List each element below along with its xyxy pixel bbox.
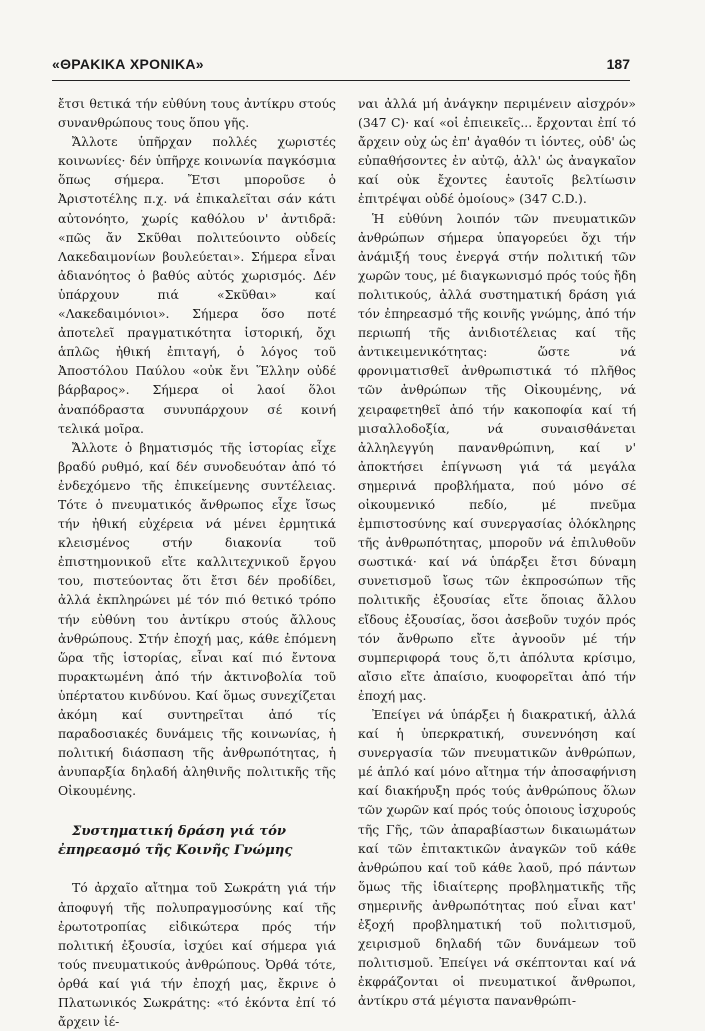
- paragraph: Τό ἀρχαῖο αἴτημα τοῦ Σωκράτη γιά τήν ἀποφυγή τῆς πολυπραγμοσύνης καί τῆς ἐρωτοτροπίας εἰδικώτερα πρός τήν πολιτική ἐξουσία, ἰσχύει καί σήμερα γιά τούς πνευματικούς ἀνθρώπους. Ὀρθά τότε, ὀρθά καί γιά τήν ἐποχή μας, ἔκρινε ὁ Πλατωνικός Σωκράτης: «τό ἑκόντα ἐπί τό ἄρχειν ἰέ-: [58, 880, 336, 1030]
- left-column: [58, 94, 336, 1030]
- paragraph: ἔτσι θετικά τήν εὐθύνη τους ἀντίκρυ στούς συνανθρώπους τους ὅπου γῆς.: [58, 96, 336, 131]
- paragraph: Ἄλλοτε ὑπῆρχαν πολλές χωριστές κοινωνίες· δέν ὑπῆρχε κοινωνία παγκόσμια ὅπως σήμερα. Ἔτσι μποροῦσε ὁ Ἀριστοτέλης π.χ. νά ἐπικαλεῖται σάν κάτι αὐτονόητο, χωρίς καθόλου ν' ἀντιδρᾶ: «πῶς ἄν Σκῦθαι πολιτεύοιντο οὐδείς Λακεδαιμονίων βουλεύεται». Σήμερα εἶναι ἀδιανόητος ὁ βαθύς αὐτός χωρισμός. Δέν ὑπάρχουν πιά «Σκῦθαι» καί «Λακεδαιμόνιοι». Σήμερα ὅσο ποτέ ἀποτελεῖ πραγματικότητα ἱστορική, ὄχι ἁπλῶς ἠθική ἐπιταγή, ὁ λόγος τοῦ Ἀποστόλου Παύλου «οὐκ ἔνι Ἕλλην οὐδέ βάρβαρος». Σήμερα οἱ λαοί ὅλοι ἀναπόδραστα συνυπάρχουν σέ κοινή τελικά μοῖρα.: [58, 134, 336, 436]
- journal-title: «ΘΡΑΚΙΚΑ ΧΡΟΝΙΚΑ»: [52, 56, 204, 72]
- header-rule: [52, 80, 630, 81]
- paragraph: Ἄλλοτε ὁ βηματισμός τῆς ἱστορίας εἶχε βραδύ ρυθμό, καί δέν συνοδευόταν ἀπό τό ἐνδεχόμενο τῆς ἐπικείμενης συντέλειας. Τότε ὁ πνευματικός ἄνθρωπος εἶχε ἴσως τήν ἠθική εὐχέρεια νά μένει ἐρμητικά κλεισμένος στήν διακονία τοῦ ἐπιστημονικοῦ εἴτε καλλιτεχνικοῦ ἔργου του, πιστεύοντας ὅτι ἔτσι δέν προδίδει, ἀλλά ἐκπληρώνει μέ τόν πιό θετικό τρόπο τήν εὐθύνη του ἀντίκρυ στούς ἄλλους ἀνθρώπους. Στήν ἐποχή μας, κάθε ἐπόμενη ὥρα τῆς ἱστορίας, εἶναι καί πιό ἔντονα πυρακτωμένη ἀπό τήν ἀκτινοβολία τοῦ ὑπέρτατου κινδύνου. Καί ὅμως συνεχίζεται ἀκόμη καί συντηρεῖται ἀπό τίς παραδοσιακές δυνάμεις τῆς κοινωνίας, ἡ πολιτική διάσπαση τῆς ἀνθρωπότητας, ἡ ἀνυπαρξία δηλαδή ἀληθινῆς πολιτικῆς τῆς Οἰκουμένης.: [58, 439, 336, 799]
- paragraph: Ἡ εὐθύνη λοιπόν τῶν πνευματικῶν ἀνθρώπων σήμερα ὑπαγορεύει ὄχι τήν ἀνάμιξή τους ἐνεργά στήν πολιτική τῶν χωρῶν τους, μέ διαγκωνισμό πρός τούς ἤδη πολιτικούς, ἀλλά συστηματική δράση γιά τόν ἐπηρεασμό τῆς κοινῆς γνώμης, ἀπό τήν περιωπή τῆς ἀνιδιοτέλειας καί τῆς ἀντικειμενικότητας: ὥστε νά φρονιματισθεῖ ἀνθρωπιστικά τό πλῆθος τῶν ἀνθρώπων τῆς Οἰκουμένης, νά χειραφετηθεῖ ἀπό τήν κακοποφία καί τή μισαλλοδοξία, νά συναισθάνεται ἀλληλεγγύη πανανθρώπινη, καί ν' ἀποκτήσει ἐπίγνωση γιά τά μεγάλα σημερινά προβλήματα, πού μόνο σέ οἰκουμενικό πεδίο, μέ πνεῦμα ἐμπιστοσύνης καί συνεργασίας ὁλόκληρης τῆς ἀνθρωπότητας, μποροῦν νά ἐπιλυθοῦν σωστικά· καί νά ὑπάρξει ἔτσι δύναμη συνετισμοῦ ἴσως τῶν ἐκπροσώπων τῆς πολιτικῆς ἐξουσίας εἴτε ὅποιας ἄλλου εἴδους ἐξουσίας, ὅσοι ἀσεβοῦν τυχόν πρός τόν ἄνθρωπο εἴτε ἀγνοοῦν μέ τήν συμπεριφορά τους ὅ,τι ἀπόλυτα κρίσιμο, αἴσιο εἴτε ἀπαίσιο, κυοφορεῖται ἀπό τήν ἐποχή μας.: [358, 210, 636, 703]
- section-heading: Συστηματική δράση γιά τόν ἐπηρεασμό τῆς Κοινῆς Γνώμης: [58, 824, 293, 859]
- right-column: [358, 94, 636, 1009]
- paragraph: ναι ἀλλά μή ἀνάγκην περιμένειν αἰσχρόν» (347 C)· καί «οἱ ἐπιεικεῖς... ἔρχονται ἐπί τό ἄρχειν οὐχ ὡς ἐπ' ἀγαθόν τι ἰόντες, οὐδ' ὡς εὐπαθήσοντες ἐν αὐτῷ, ἀλλ' ὡς ἀναγκαῖον καί οὐκ ἔχοντες ἑαυτοῖς βελτίωσιν ἐπιτρέψαι οὐδέ ὁμοίους» (347 C.D.).: [358, 96, 636, 207]
- paragraph: Ἐπείγει νά ὑπάρξει ἡ διακρατική, ἀλλά καί ἡ ὑπερκρατική, συνεννόηση καί συνεργασία τῶν πνευματικῶν ἀνθρώπων, μέ ἁπλό καί μόνο αἴτημα τήν ἀποσαφήνιση καί διακήρυξη πρός τούς ἀνθρώπους ὅλων τῶν χωρῶν καί πρός τούς ὁποιους ἰσχυρούς τῆς Γῆς, τῶν ἀπαραβίαστων δικαιωμάτων καί τῶν ἐπιτακτικῶν ἀναγκῶν τοῦ κάθε ἀνθρώπου καί τοῦ κάθε λαοῦ, πρό πάντων ὅμως τῆς ἰδιαίτερης προβληματικῆς τῆς σημερινῆς ἀνθρωπότητας πού εἶναι κατ' ἐξοχή προβληματική τοῦ πολιτισμοῦ, χειρισμοῦ δηλαδή τῶν δυνάμεων τοῦ πολιτισμοῦ. Ἐπείγει νά σκέπτονται καί νά ἐκφράζονται οἱ πνευματικοί ἄνθρωποι, ἀντίκρυ στά μέγιστα πανανθρώπι-: [358, 707, 636, 1009]
- running-header: [52, 56, 630, 78]
- page-number: 187: [606, 56, 630, 72]
